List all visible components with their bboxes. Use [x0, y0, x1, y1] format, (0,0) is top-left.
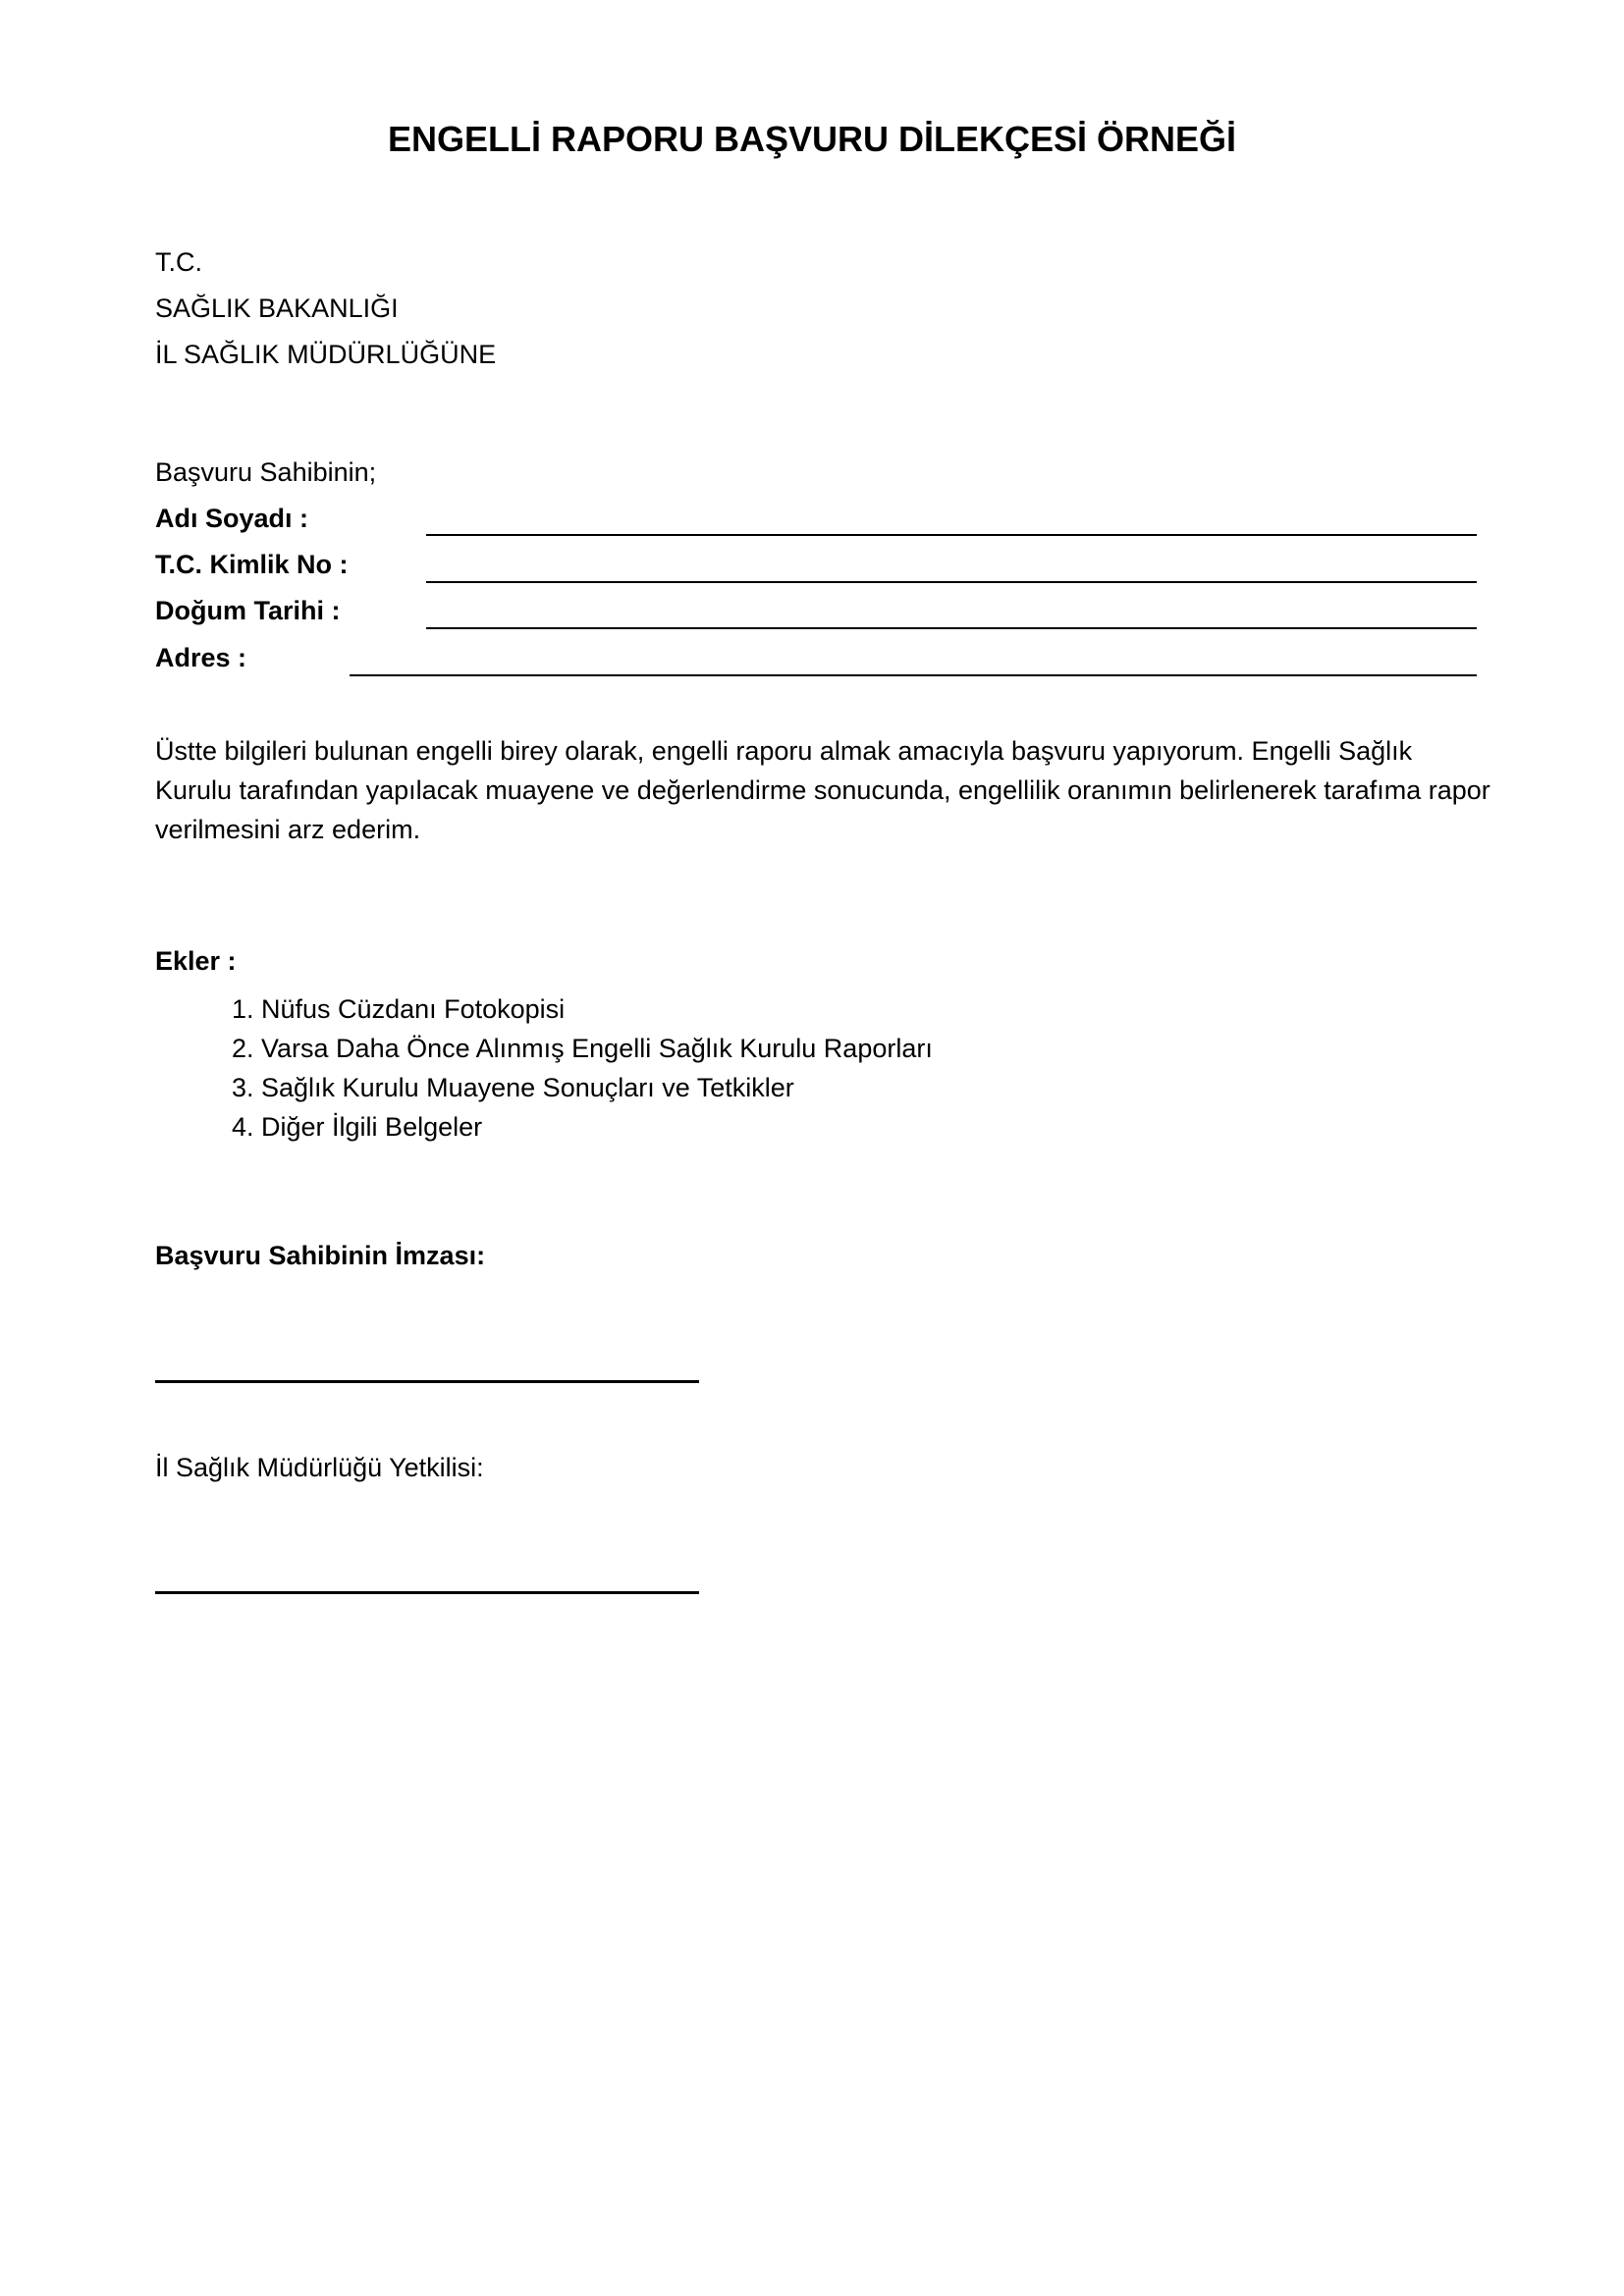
attachment-item: 1. Nüfus Cüzdanı Fotokopisi	[232, 994, 566, 1024]
field-line-tc-id[interactable]	[426, 581, 1477, 583]
recipient-line-tc: T.C.	[155, 247, 203, 277]
applicant-signature-label: Başvuru Sahibinin İmzası:	[155, 1241, 486, 1270]
applicant-intro: Başvuru Sahibinin;	[155, 457, 377, 487]
field-line-birth-date[interactable]	[426, 627, 1477, 629]
document-title: ENGELLİ RAPORU BAŞVURU DİLEKÇESİ ÖRNEĞİ	[387, 119, 1237, 159]
field-line-address[interactable]	[350, 674, 1477, 676]
recipient-line-ministry: SAĞLIK BAKANLIĞI	[155, 294, 399, 323]
attachment-item: 2. Varsa Daha Önce Alınmış Engelli Sağlık Kurulu Raporları	[232, 1034, 933, 1063]
attachments-list	[232, 989, 933, 1147]
field-label-birth-date: Doğum Tarihi :	[155, 596, 341, 625]
field-line-name[interactable]	[426, 534, 1477, 536]
attachment-item: 3. Sağlık Kurulu Muayene Sonuçları ve Tetkikler	[232, 1073, 794, 1102]
petition-body-text: Üstte bilgileri bulunan engelli birey olarak, engelli raporu almak amacıyla başvuru yapıyorum. Engelli Sağlık Kurulu tarafından yapılacak muayene ve değerlendirme sonucunda, engellilik oranımın belirlenerek tarafıma rapor verilmesini arz ederim.	[155, 736, 1490, 844]
attachment-item: 4. Diğer İlgili Belgeler	[232, 1112, 483, 1142]
field-label-tc-id: T.C. Kimlik No :	[155, 550, 349, 579]
recipient-line-directorate: İL SAĞLIK MÜDÜRLÜĞÜNE	[155, 340, 497, 369]
official-signature-label: İl Sağlık Müdürlüğü Yetkilisi:	[155, 1453, 484, 1482]
applicant-signature-line[interactable]	[155, 1380, 699, 1383]
attachments-heading: Ekler :	[155, 946, 237, 976]
official-signature-line[interactable]	[155, 1591, 699, 1594]
field-label-address: Adres :	[155, 643, 247, 672]
field-label-name: Adı Soyadı :	[155, 504, 309, 533]
